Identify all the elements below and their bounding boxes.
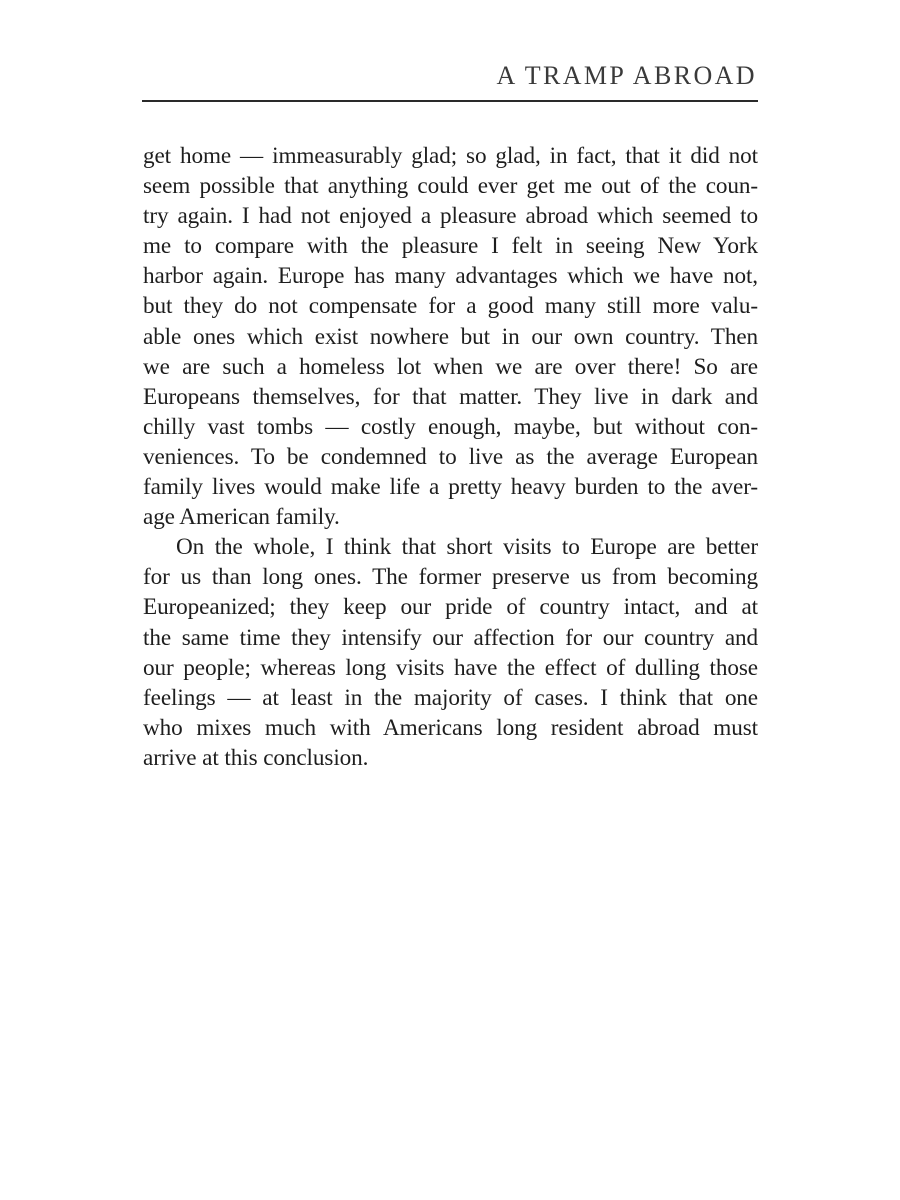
text-line: arrive at this conclusion. xyxy=(143,744,369,771)
text-line: we are such a homeless lot when we are over there! So are xyxy=(143,353,758,380)
text-line: try again. I had not enjoyed a pleasure abroad which seemed to xyxy=(143,203,758,230)
paragraph-2 xyxy=(143,532,758,773)
text-line: for us than long ones. The former preserve us from becoming xyxy=(143,564,758,591)
text-line: feelings — at least in the majority of cases. I think that one xyxy=(143,684,758,711)
text-line: On the whole, I think that short visits to Europe are better xyxy=(176,534,758,561)
text-line: harbor again. Europe has many advantages which we have not, xyxy=(143,263,758,290)
text-line: Europeans themselves, for that matter. They live in dark and xyxy=(143,383,758,410)
text-line: get home — immeasurably glad; so glad, in fact, that it did not xyxy=(143,143,758,169)
text-line: Europeanized; they keep our pride of country intact, and at xyxy=(143,594,758,621)
text-line: able ones which exist nowhere but in our own country. Then xyxy=(143,323,758,350)
text-line: the same time they intensify our affection for our country and xyxy=(143,624,758,651)
text-line: family lives would make life a pretty heavy burden to the aver- xyxy=(143,474,758,501)
body-text xyxy=(143,141,758,773)
text-line: but they do not compensate for a good many still more valu- xyxy=(143,293,758,320)
text-line: who mixes much with Americans long resident abroad must xyxy=(143,714,758,741)
text-line: age American family. xyxy=(143,504,340,531)
running-head: A TRAMP ABROAD xyxy=(496,61,757,90)
text-line: veniences. To be condemned to live as the average European xyxy=(143,443,758,470)
text-line: chilly vast tombs — costly enough, maybe, but without con- xyxy=(143,413,758,440)
paragraph-1 xyxy=(143,141,758,532)
text-line: me to compare with the pleasure I felt in seeing New York xyxy=(143,233,758,260)
text-line: seem possible that anything could ever get me out of the coun- xyxy=(143,173,758,200)
text-line: our people; whereas long visits have the effect of dulling those xyxy=(143,654,758,681)
header-rule xyxy=(142,100,758,102)
